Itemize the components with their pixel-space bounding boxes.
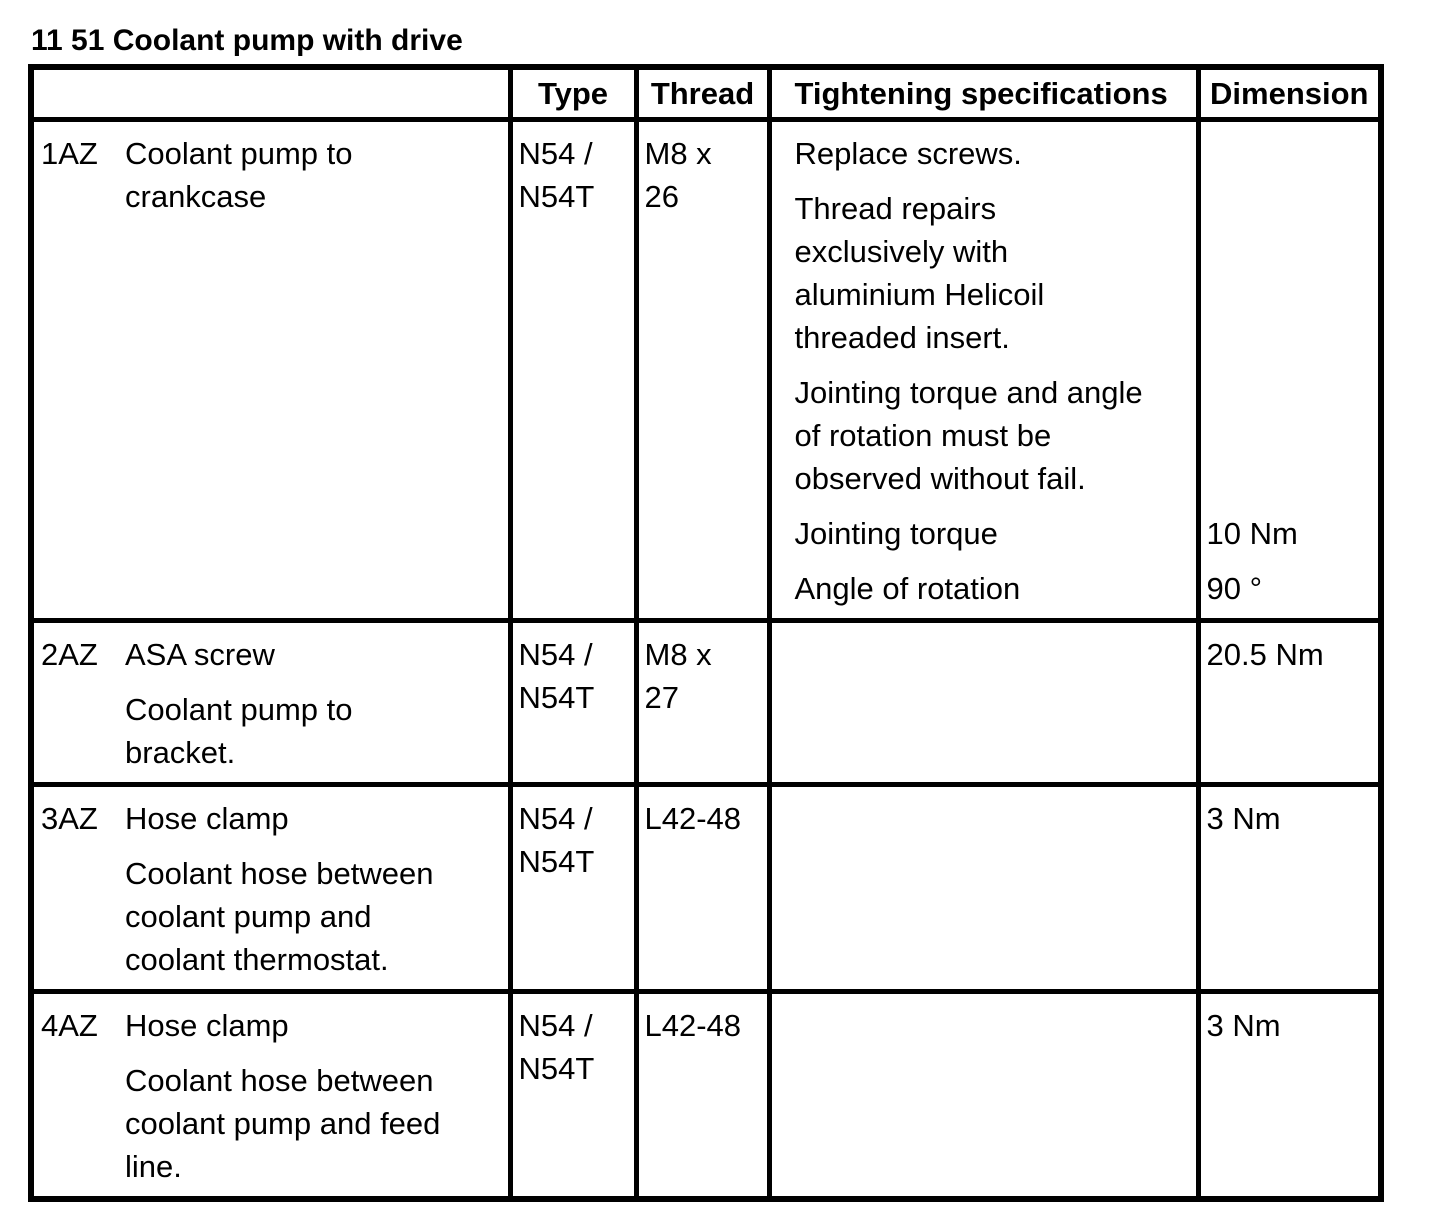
dimension-value: 20.5 Nm [1206,637,1324,672]
type-cell [510,785,636,992]
item-id: 4AZ [41,1008,98,1043]
dimension-cell [1198,120,1381,621]
header-type: Type [510,67,636,120]
thread-cell [636,120,769,621]
dimension-value: 3 Nm [1206,1008,1281,1043]
text-line: L42-48 [644,1008,742,1043]
text-line: observed without fail. [794,461,1086,496]
text-line: coolant pump and feed [125,1106,441,1141]
text-line: Angle of rotation [794,571,1021,606]
text-line: Jointing torque and angle [794,375,1143,410]
text-line: Coolant pump to [125,136,353,171]
text-line: M8 x [644,136,712,171]
item-description [125,1004,502,1188]
text-line: Coolant hose between [125,856,434,891]
text-line: N54 / [518,637,593,672]
text-line: bracket. [125,735,236,770]
item-description [125,132,502,218]
table-row-4az [31,992,1381,1200]
tightening-spec-table [28,64,1384,1202]
table-row-1az [31,120,1381,621]
dimension-value: 3 Nm [1206,801,1281,836]
text-line: L42-48 [644,801,742,836]
type-cell [510,621,636,785]
description-paragraph [125,852,502,981]
text-line: aluminium Helicoil [794,277,1045,312]
description-paragraph [125,132,502,218]
dimension-cell [1198,992,1381,1200]
thread-cell [636,785,769,992]
item-cell [31,120,510,621]
thread-cell [636,621,769,785]
table-row-2az [31,621,1381,785]
table-row-3az [31,785,1381,992]
type-cell [510,992,636,1200]
dimension-value: 10 Nm [1206,516,1298,551]
text-line: N54T [518,179,595,214]
dimension-cell [1198,785,1381,992]
text-line: M8 x [644,637,712,672]
description-paragraph [125,688,502,774]
tightening-specs-cell [769,785,1198,992]
text-line: of rotation must be [794,418,1052,453]
text-line: Coolant hose between [125,1063,434,1098]
item-id: 1AZ [41,136,98,171]
dimension-cell [1198,621,1381,785]
text-line: exclusively with [794,234,1009,269]
specs-paragraph [795,512,1188,555]
text-line: threaded insert. [794,320,1010,355]
text-line: N54T [518,844,595,879]
tightening-specs-cell [769,120,1198,621]
specs-paragraph [795,567,1188,610]
text-line: Hose clamp [125,1008,289,1043]
header-dimension: Dimension [1198,67,1381,120]
text-line: 26 [644,179,679,214]
header-item [31,67,510,120]
tightening-specs-cell [769,992,1198,1200]
specs-paragraph [795,187,1188,359]
thread-cell [636,992,769,1200]
description-paragraph [125,633,502,676]
header-thread: Thread [636,67,769,120]
text-line: Hose clamp [125,801,289,836]
item-cell [31,785,510,992]
header-row [31,67,1381,120]
item-id: 2AZ [41,637,98,672]
item-cell [31,992,510,1200]
text-line: Coolant pump to [125,692,353,727]
text-line: N54 / [518,136,593,171]
item-cell [31,621,510,785]
item-description [125,797,502,981]
text-line: Jointing torque [794,516,998,551]
specs-paragraph [795,371,1188,500]
description-paragraph [125,1004,502,1047]
text-line: crankcase [125,179,267,214]
type-cell [510,120,636,621]
text-line: Thread repairs [794,191,997,226]
specs-paragraph [795,132,1188,175]
text-line: N54 / [518,1008,593,1043]
header-tightening-specifications: Tightening specifications [769,67,1198,120]
dimension-value: 90 ° [1206,571,1262,606]
text-line: N54T [518,1051,595,1086]
tightening-specs-cell [769,621,1198,785]
description-paragraph [125,1059,502,1188]
item-description [125,633,502,774]
text-line: coolant thermostat. [125,942,389,977]
text-line: line. [125,1149,182,1184]
text-line: 27 [644,680,679,715]
page-title: 11 51 Coolant pump with drive [31,24,463,57]
item-id: 3AZ [41,801,98,836]
text-line: ASA screw [125,637,275,672]
text-line: coolant pump and [125,899,372,934]
text-line: N54 / [518,801,593,836]
text-line: N54T [518,680,595,715]
text-line: Replace screws. [794,136,1022,171]
description-paragraph [125,797,502,840]
